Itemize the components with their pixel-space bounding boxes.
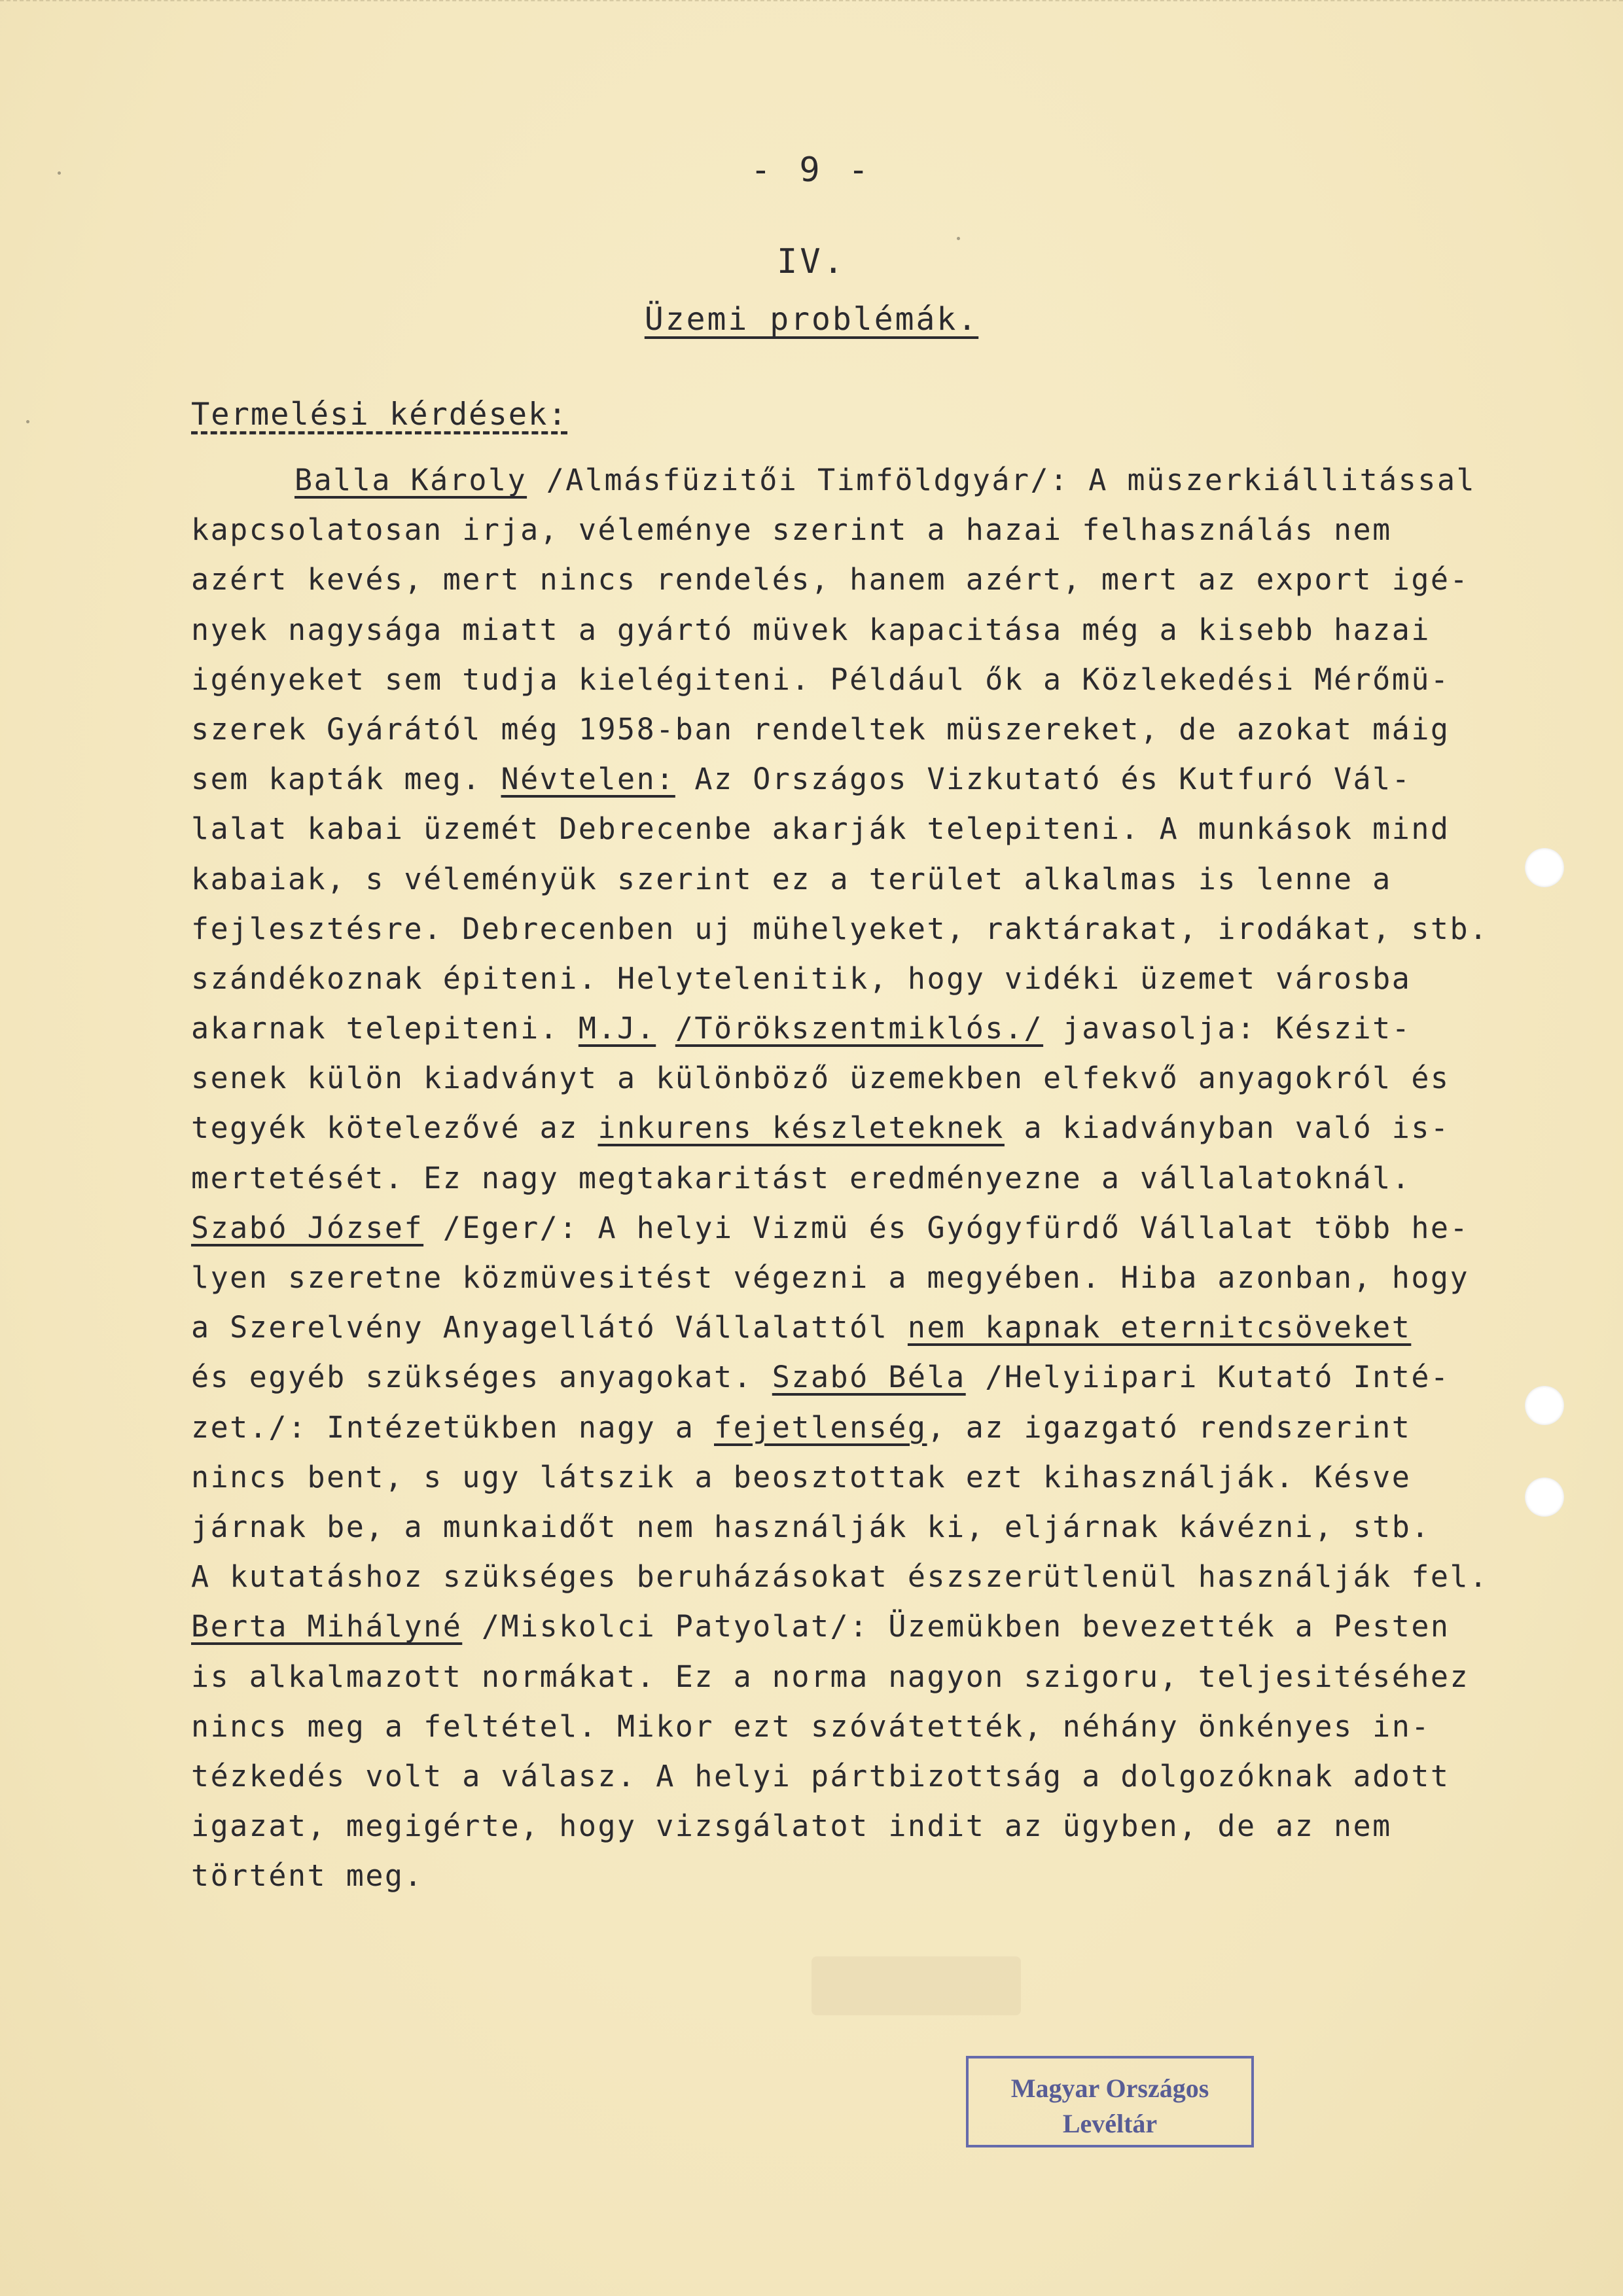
underlined-phrase: inkurens készleteknek (597, 1110, 1005, 1146)
underlined-phrase: fejetlenség (714, 1409, 927, 1445)
text-line (191, 655, 1526, 705)
text-line (191, 1352, 1526, 1402)
text-line (191, 754, 1526, 804)
text-segment: zet./: Intézetükben nagy a (191, 1409, 714, 1445)
text-segment: igazat, megigérte, hogy vizsgálatot indit az ügyben, de az nem (191, 1809, 1392, 1844)
text-segment: Az Országos Vizkutató és Kutfuró Vál- (675, 762, 1412, 797)
text-segment: /Almásfüzitői Timföldgyár/: A müszerkiállitással (527, 463, 1476, 497)
text-line (191, 1602, 1526, 1651)
text-segment: szerek Gyárától még 1958-ban rendeltek müszereket, de azokat máig (191, 711, 1450, 747)
punch-hole-middle (1525, 1386, 1564, 1425)
archive-stamp (966, 2056, 1254, 2147)
text-segment: igényeket sem tudja kielégiteni. Például ők a Közlekedési Mérőmü- (191, 662, 1450, 697)
text-line (191, 1851, 1526, 1901)
text-line (191, 505, 1526, 555)
underlined-phrase: Berta Mihályné (191, 1609, 463, 1644)
text-line (191, 804, 1526, 854)
underlined-phrase: Szabó József (191, 1210, 424, 1245)
text-line (191, 954, 1526, 1004)
subheading (191, 397, 568, 433)
faint-stain (812, 1956, 1021, 2015)
text-segment: /Helyiipari Kutató Inté- (965, 1360, 1450, 1395)
text-segment: lalat kabai üzemét Debrecenbe akarják telepiteni. A munkások mind (191, 811, 1450, 847)
section-title-text: Üzemi problémák. (644, 301, 979, 338)
text-line (191, 455, 1526, 505)
text-line (191, 1453, 1526, 1502)
text-segment (656, 1011, 675, 1046)
text-segment: nyek nagysága miatt a gyártó müvek kapacitása még a kisebb hazai (191, 612, 1431, 647)
text-segment: nincs bent, s ugy látszik a beosztottak ezt kihasználják. Késve (191, 1459, 1412, 1494)
text-segment: /Miskolci Patyolat/: Üzemükben bevezették a Pesten (462, 1609, 1450, 1644)
text-segment: kapcsolatosan irja, véleménye szerint a hazai felhasználás nem (191, 512, 1392, 548)
text-segment: sem kapták meg. (191, 762, 501, 797)
text-segment: mertetését. Ez nagy megtakaritást eredményezne a vállalatoknál. (191, 1160, 1412, 1195)
underlined-phrase: Névtelen: (501, 762, 675, 797)
text-line (191, 1253, 1526, 1303)
text-line (191, 1652, 1526, 1702)
text-line (191, 1552, 1526, 1602)
section-title (0, 301, 1623, 338)
text-segment: fejlesztésre. Debrecenben uj mühelyeket, raktárakat, irodákat, stb. (191, 911, 1489, 946)
text-segment: A kutatáshoz szükséges beruházásokat észszerütlenül használják fel. (191, 1559, 1489, 1595)
text-line (191, 904, 1526, 954)
text-segment: javasolja: Készit- (1043, 1011, 1412, 1046)
text-segment: azért kevés, mert nincs rendelés, hanem azért, mert az export igé- (191, 562, 1470, 597)
text-line (191, 1502, 1526, 1552)
paper-speck (58, 171, 61, 175)
text-segment: szándékoznak épiteni. Helytelenitik, hogy vidéki üzemet városba (191, 961, 1412, 996)
underlined-phrase: Balla Károly (294, 463, 527, 497)
text-line (191, 1154, 1526, 1203)
text-segment: /Eger/: A helyi Vizmü és Gyógyfürdő Vállalat több he- (423, 1210, 1470, 1245)
text-line (191, 1801, 1526, 1851)
text-segment: járnak be, a munkaidőt nem használják ki, eljárnak kávézni, stb. (191, 1509, 1431, 1544)
underlined-phrase: Szabó Béla (772, 1360, 966, 1395)
text-line (191, 1053, 1526, 1103)
punch-hole-lower (1525, 1477, 1564, 1517)
text-line (191, 1203, 1526, 1253)
text-segment: akarnak telepiteni. (191, 1011, 579, 1046)
text-line (191, 1702, 1526, 1752)
subheading-text: Termelési kérdések: (191, 397, 568, 433)
text-segment: tegyék kötelezővé az (191, 1110, 598, 1146)
stamp-line-1: Magyar Országos (1010, 2074, 1209, 2103)
text-segment: és egyéb szükséges anyagokat. (191, 1360, 772, 1395)
text-line (191, 855, 1526, 904)
section-number: IV. (777, 242, 846, 281)
paper-speck (957, 237, 960, 240)
text-line (191, 605, 1526, 655)
text-segment: a Szerelvény Anyagellátó Vállalattól (191, 1310, 908, 1345)
punch-hole-upper (1525, 848, 1564, 887)
underlined-phrase: nem kapnak eternitcsöveket (907, 1310, 1412, 1345)
text-line (191, 1403, 1526, 1453)
paper-speck (26, 420, 29, 423)
text-segment: lyen szeretne közmüvesitést végezni a megyében. Hiba azonban, hogy (191, 1260, 1470, 1295)
text-line (191, 705, 1526, 754)
text-segment: tézkedés volt a válasz. A helyi pártbizottság a dolgozóknak adott (191, 1758, 1450, 1793)
text-line (191, 1303, 1526, 1352)
text-segment: , az igazgató rendszerint (927, 1409, 1412, 1445)
text-segment: senek külön kiadványt a különböző üzemekben elfekvő anyagokról és (191, 1061, 1450, 1096)
text-segment: nincs meg a feltétel. Mikor ezt szóvátették, néhány önkényes in- (191, 1708, 1431, 1744)
text-segment: is alkalmazott normákat. Ez a norma nagyon szigoru, teljesitéséhez (191, 1659, 1470, 1694)
text-line (191, 1752, 1526, 1801)
underlined-phrase: M.J. (578, 1011, 656, 1046)
text-line (191, 555, 1526, 605)
text-line (191, 1103, 1526, 1153)
paper-top-edge (0, 0, 1623, 5)
text-segment: a kiadványban való is- (1004, 1110, 1450, 1146)
body-text (191, 455, 1526, 1901)
text-segment: kabaiak, s véleményük szerint ez a terület alkalmas is lenne a (191, 861, 1392, 896)
underlined-phrase: /Törökszentmiklós./ (675, 1011, 1044, 1046)
text-segment: történt meg. (191, 1858, 424, 1894)
stamp-line-2: Levéltár (1062, 2109, 1158, 2138)
text-line (191, 1004, 1526, 1053)
page-number: - 9 - (750, 150, 873, 190)
